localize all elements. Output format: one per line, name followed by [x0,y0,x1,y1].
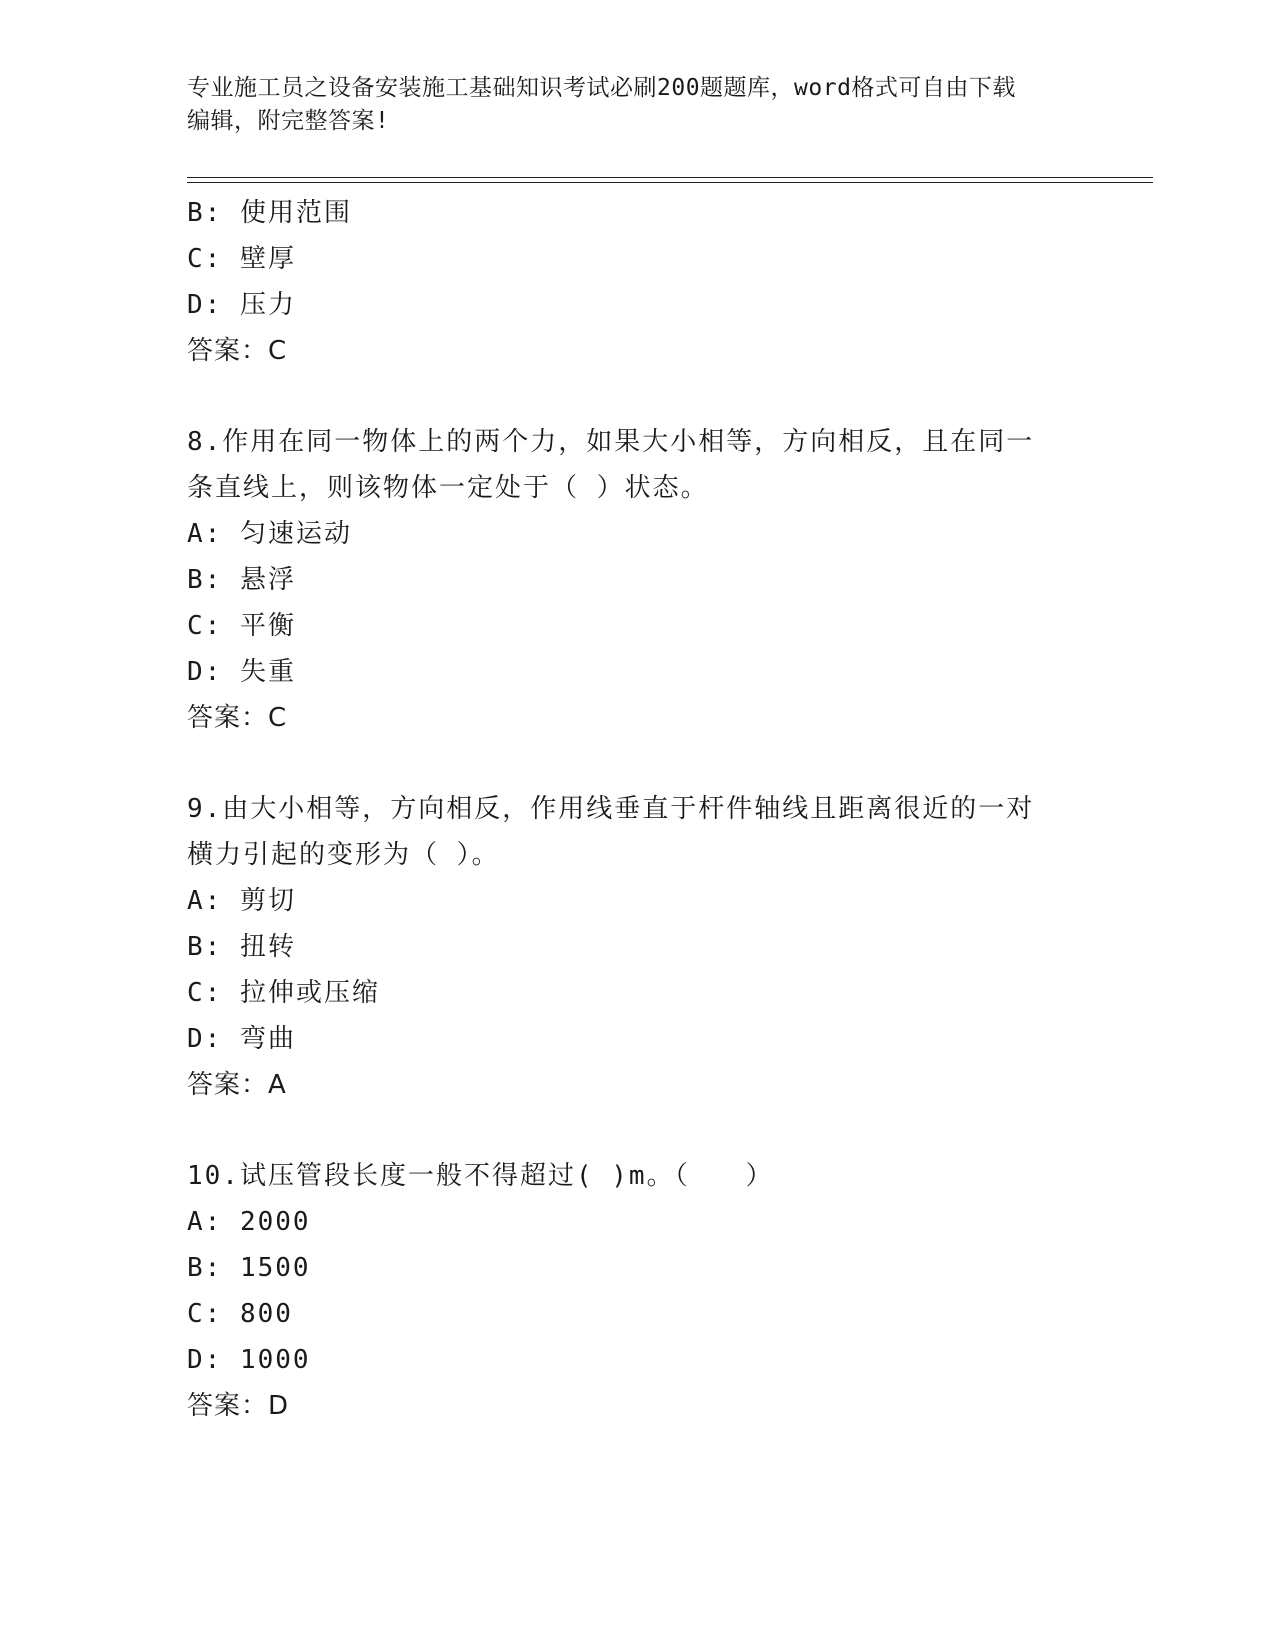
option-c: C: 拉伸或压缩 [187,978,380,1008]
question-text-line2: 横力引起的变形为（ ）。 [187,840,500,870]
option-b: B: 使用范围 [187,198,352,228]
header-rule-top [187,177,1153,178]
answer-line: 答案：C [187,703,288,733]
question-text-line2: 条直线上，则该物体一定处于（ ）状态。 [187,473,709,503]
header-title-line2: 编辑，附完整答案! [187,108,390,134]
option-b: B: 悬浮 [187,565,296,595]
option-b: B: 扭转 [187,932,296,962]
option-b: B: 1500 [187,1253,311,1283]
answer-line: 答案：A [187,1070,287,1100]
question-10 [187,1153,1087,1429]
option-a: A: 匀速运动 [187,519,352,549]
option-a: A: 2000 [187,1207,311,1237]
document-header [187,72,1067,138]
spacer [187,741,1087,786]
option-d: D: 弯曲 [187,1024,296,1054]
question-text-line1: 10.试压管段长度一般不得超过( )m。（ ） [187,1161,774,1191]
answer-line: 答案：D [187,1391,290,1421]
answer-line: 答案：C [187,336,288,366]
question-text-line1: 9.由大小相等，方向相反，作用线垂直于杆件轴线且距离很近的一对 [187,794,1035,824]
question-list [187,190,1087,1429]
header-rule-bottom [187,182,1153,183]
spacer [187,374,1087,419]
question-text-line1: 8.作用在同一物体上的两个力，如果大小相等，方向相反，且在同一 [187,427,1035,457]
option-d: D: 压力 [187,290,296,320]
header-title-line1: 专业施工员之设备安装施工基础知识考试必刷200题题库，word格式可自由下载 [187,75,1016,101]
spacer [187,1108,1087,1153]
question-9 [187,786,1087,1108]
option-c: C: 800 [187,1299,293,1329]
option-c: C: 平衡 [187,611,296,641]
option-c: C: 壁厚 [187,244,296,274]
option-a: A: 剪切 [187,886,296,916]
option-d: D: 失重 [187,657,296,687]
option-d: D: 1000 [187,1345,311,1375]
question-8 [187,419,1087,741]
question-7-tail [187,190,1087,374]
